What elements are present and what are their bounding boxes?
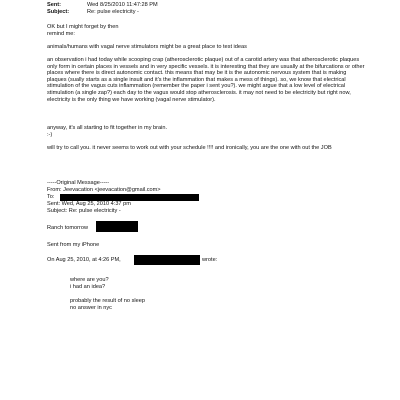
sent-header-row	[47, 2, 158, 9]
original-to-label: To:	[47, 194, 55, 200]
subject-label: Subject:	[47, 9, 70, 15]
redaction-sender	[134, 255, 200, 265]
original-subject-label: Subject:	[47, 208, 68, 214]
original-sent-value: Wed, Aug 25, 2010 4:37 pm	[61, 201, 131, 207]
on-date-suffix: wrote:	[202, 257, 218, 263]
sent-value: Wed 8/25/2010 11:47:28 PM	[87, 2, 158, 8]
body-line-forget: OK but I might forget by then	[47, 24, 119, 30]
quoted-line-where: where are you?	[70, 277, 109, 283]
body-paragraph-observation: an observation i had today while scooping crap (atherosclerotic plaque) out of a carotid artery was that atherosclerotic plaques only form in certain places in vessels and in very specific vessels. it is interesting that they are usually at the bifurcations or other places where there is direct autonomic contact. this means that may be it is the autonomic nervous system that is making plaques (sually starts as a single insult and it's the inflammation that makes a mess of things). so, we know that electrical stimulation of the vagus cuts inflammation (remember the paper i sent you?). we might argue that a low level of electrical stimulation (a single zap?) each day to the vagus would stop atherosclerosis. it may not need to be electricity but right now, electricity is the only thing we have working (vagal nerve stimulator).	[47, 57, 365, 103]
original-sent-row	[47, 201, 131, 208]
body-paragraph-call: will try to call you. it never seems to work out with your schedule !!!! and ironically, you are the one with out the JOB	[47, 145, 332, 151]
subject-value: Re: pulse electricity -	[87, 9, 139, 15]
redaction-to	[60, 194, 199, 201]
quoted-line-sleep: probably the result of no sleep	[70, 298, 145, 304]
original-from-row	[47, 187, 161, 194]
quoted-line-idea: i had an idea?	[70, 284, 106, 290]
redaction-ranch	[96, 221, 138, 232]
original-message-divider: -----Original Message-----	[47, 180, 110, 186]
on-date-prefix: On Aug 25, 2010, at 4:26 PM,	[47, 257, 121, 263]
quoted-line-nyc: no answer in nyc	[70, 305, 112, 311]
body-line-remind: remind me:	[47, 31, 75, 37]
sent-label: Sent:	[47, 2, 61, 8]
original-from-label: From:	[47, 187, 62, 193]
original-subject-value: Re: pulse electricity -	[68, 208, 121, 214]
subject-header-row	[47, 9, 139, 16]
original-from-value: Jeevacation <jeevacation@gmail.com>	[63, 187, 161, 193]
original-sent-label: Sent:	[47, 201, 61, 207]
iphone-signature: Sent from my iPhone	[47, 242, 100, 248]
body-paragraph-vagal: animals/humans with vagal nerve stimulators might be a great place to test ideas	[47, 44, 247, 50]
body-line-smiley: :-)	[47, 132, 53, 138]
body-line-anyway: anyway, it's all starting to fit together in my brain.	[47, 125, 168, 131]
ranch-line: Ranch tomorrow	[47, 225, 89, 231]
original-subject-row	[47, 208, 121, 215]
